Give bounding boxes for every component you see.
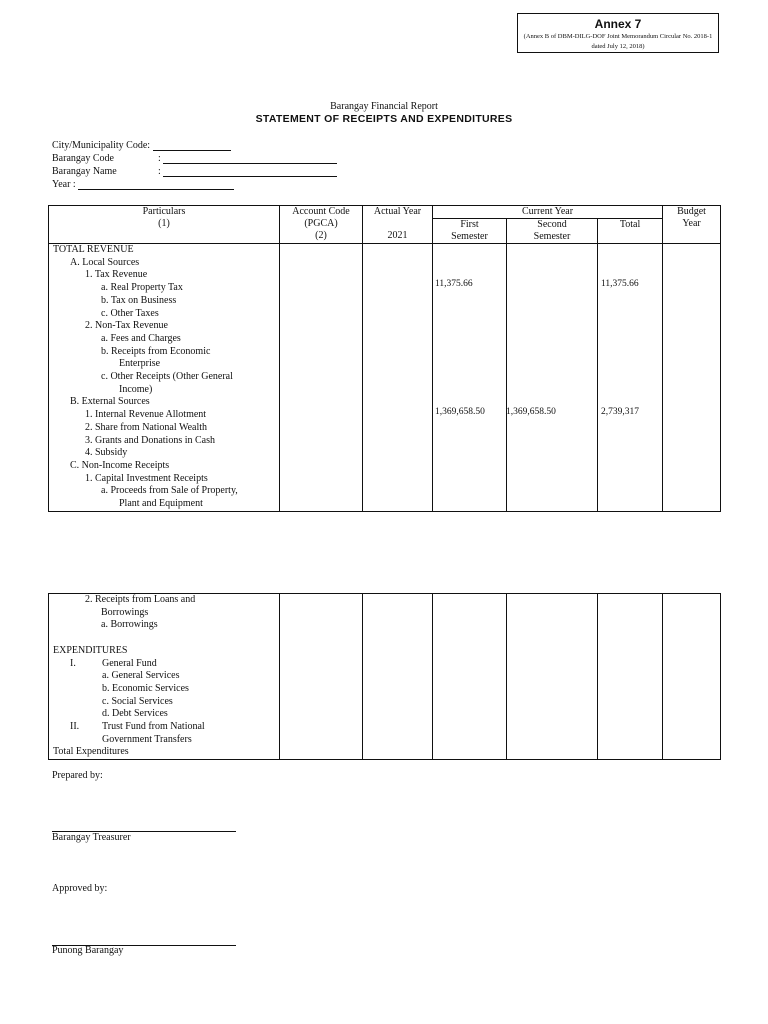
amount-rpt-total: 11,375.66: [601, 279, 639, 289]
city-code-blank[interactable]: [153, 141, 231, 151]
budget-year-cell-1: [663, 244, 721, 512]
account-code-cell-2: [280, 594, 363, 760]
row-social-services: c. Social Services: [102, 695, 173, 707]
row-grants-donations: 3. Grants and Donations in Cash: [85, 434, 215, 446]
row-spacer: [53, 632, 279, 645]
row-general-fund-num: I.: [70, 657, 76, 669]
col-actual-year: [363, 206, 433, 244]
col-pgca-label: (PGCA): [304, 218, 338, 229]
year-label: Year :: [52, 179, 76, 190]
amount-ira-first: 1,369,658.50: [435, 407, 485, 417]
row-other-receipts: c. Other Receipts (Other General: [101, 371, 233, 383]
row-total-revenue: TOTAL REVENUE: [53, 244, 134, 255]
row-receipts-economic: b. Receipts from Economic: [101, 345, 211, 357]
year-field: [52, 179, 234, 190]
col-budget-year: [663, 206, 721, 244]
row-other-receipts-cont: Income): [119, 383, 153, 395]
col-account-num: (2): [315, 230, 327, 241]
barangay-code-blank[interactable]: [163, 154, 337, 164]
row-loans-borrowings: 2. Receipts from Loans and: [85, 594, 196, 605]
row-fees-and-charges: a. Fees and Charges: [101, 332, 181, 344]
col-second-label: Second: [537, 219, 567, 230]
barangay-code-label: Barangay Code: [52, 153, 114, 164]
row-government-transfers: Government Transfers: [102, 733, 192, 745]
col-actual-year-label: Actual Year: [373, 206, 422, 217]
row-tax-revenue: 1. Tax Revenue: [85, 269, 148, 281]
col-budget-year-label: Year: [682, 218, 701, 229]
col-total: Total: [598, 219, 663, 244]
col-account-code: [280, 206, 363, 244]
barangay-code-colon: :: [158, 153, 161, 164]
barangay-name-blank[interactable]: [163, 167, 337, 177]
year-blank[interactable]: [78, 180, 234, 190]
amount-ira-total: 2,739,317: [601, 407, 639, 417]
city-code-field: [52, 140, 231, 151]
row-general-fund: [53, 658, 279, 671]
row-loans-borrowings-cont: Borrowings: [101, 606, 149, 618]
barangay-name-label: Barangay Name: [52, 166, 117, 177]
row-external-sources: B. External Sources: [70, 396, 150, 408]
total-cell-2: [598, 594, 663, 760]
particulars-cell-1: [49, 244, 280, 512]
actual-year-cell-2: [363, 594, 433, 760]
row-local-sources: A. Local Sources: [70, 256, 140, 268]
annex-box: [517, 13, 719, 53]
col-second-semester: [507, 219, 598, 244]
row-national-wealth: 2. Share from National Wealth: [85, 421, 208, 433]
annex-note-line1: (Annex B of DBM-DILG-DOF Joint Memorandum Circular No. 2018-1: [523, 33, 713, 40]
row-total-expenditures: Total Expenditures: [53, 746, 129, 758]
approved-by-label: Approved by:: [52, 883, 108, 894]
amount-ira-second: 1,369,658.50: [506, 407, 556, 417]
row-general-fund-label: General Fund: [102, 657, 157, 669]
col-first-sem-label: Semester: [451, 231, 488, 242]
col-particulars-label: Particulars: [142, 206, 186, 217]
account-code-cell-1: [280, 244, 363, 512]
col-second-sem-label: Semester: [533, 231, 571, 242]
row-proceeds-sale-cont: Plant and Equipment: [119, 498, 203, 510]
row-trust-fund-num: II.: [70, 721, 80, 733]
row-borrowings: a. Borrowings: [101, 619, 158, 631]
col-particulars-num: (1): [158, 218, 170, 229]
col-first-label: First: [460, 219, 479, 230]
col-budget-label: Budget: [677, 206, 706, 217]
row-ira: 1. Internal Revenue Allotment: [85, 409, 207, 421]
budget-year-cell-2: [663, 594, 721, 760]
row-other-taxes: c. Other Taxes: [101, 307, 159, 319]
receipts-table: [48, 205, 721, 512]
annex-note-line2: dated July 12, 2018): [591, 43, 645, 50]
barangay-code-field: [52, 153, 337, 164]
annex-title: Annex 7: [594, 17, 642, 31]
barangay-name-colon: :: [158, 166, 161, 177]
col-current-year: Current Year: [433, 206, 663, 219]
row-expenditures: EXPENDITURES: [53, 644, 128, 656]
col-actual-year-value: 2021: [387, 230, 408, 241]
row-non-income-receipts: C. Non-Income Receipts: [70, 459, 170, 471]
row-non-tax-revenue: 2. Non-Tax Revenue: [85, 320, 168, 332]
row-real-property-tax: a. Real Property Tax: [101, 282, 183, 294]
report-subtitle: Barangay Financial Report: [330, 101, 438, 112]
first-semester-cell-2: [433, 594, 507, 760]
col-account-code-label: Account Code: [292, 206, 350, 217]
treasurer-label: Barangay Treasurer: [52, 832, 131, 843]
col-particulars: [49, 206, 280, 244]
row-subsidy: 4. Subsidy: [85, 447, 128, 459]
punong-label: Punong Barangay: [52, 945, 124, 956]
row-general-services: a. General Services: [102, 670, 180, 682]
row-proceeds-sale: a. Proceeds from Sale of Property,: [101, 485, 238, 497]
report-title: STATEMENT OF RECEIPTS AND EXPENDITURES: [255, 113, 513, 125]
row-debt-services: d. Debt Services: [102, 708, 168, 720]
barangay-name-field: [52, 166, 337, 177]
amount-rpt-first: 11,375.66: [435, 279, 473, 289]
expenditures-table: [48, 593, 721, 760]
actual-year-cell-1: [363, 244, 433, 512]
row-trust-fund-label: Trust Fund from National: [102, 721, 205, 733]
particulars-cell-2: [49, 594, 280, 760]
row-trust-fund: [53, 721, 279, 734]
row-tax-on-business: b. Tax on Business: [101, 294, 177, 306]
row-capital-investment: 1. Capital Investment Receipts: [85, 472, 208, 484]
prepared-by-label: Prepared by:: [52, 770, 103, 781]
row-receipts-economic-cont: Enterprise: [119, 358, 161, 370]
city-code-label: City/Municipality Code:: [52, 140, 151, 151]
second-semester-cell-1: [507, 244, 598, 512]
row-economic-services: b. Economic Services: [102, 682, 189, 694]
col-first-semester: [433, 219, 507, 244]
second-semester-cell-2: [507, 594, 598, 760]
